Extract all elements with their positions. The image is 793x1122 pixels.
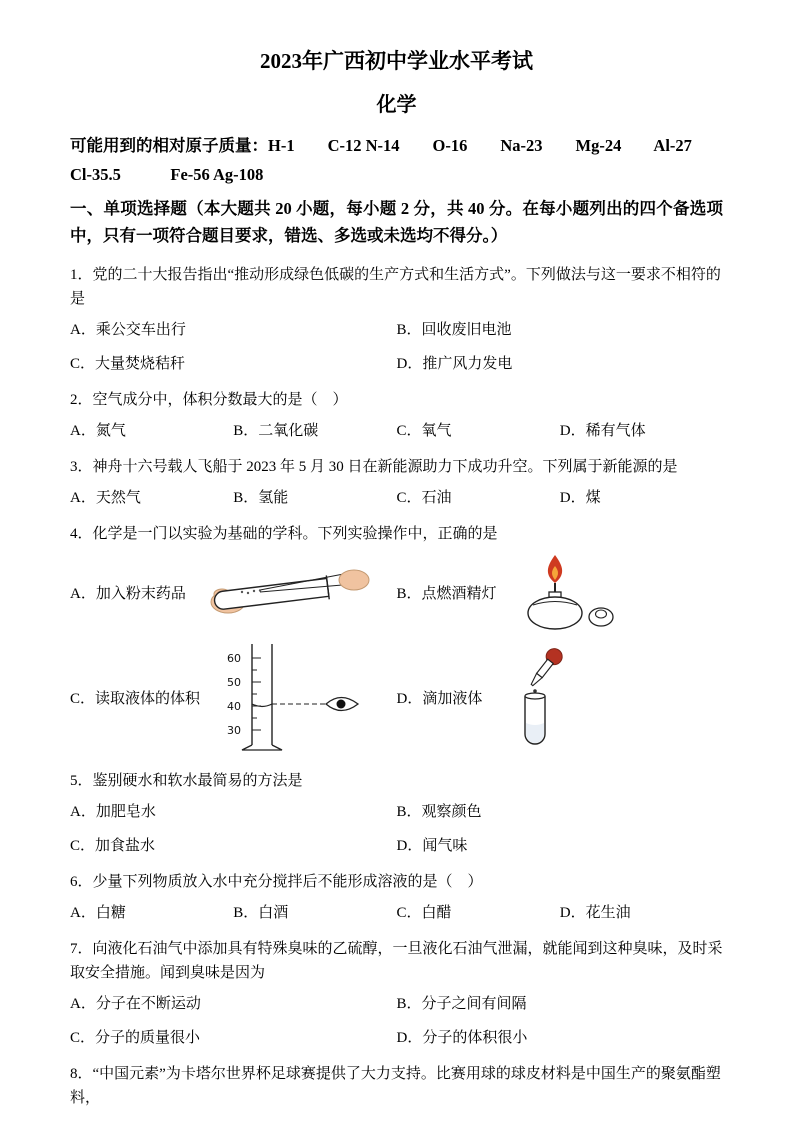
question-6-option-a: A．白糖 [70,904,126,921]
question-2-option-b: B．二氧化碳 [233,422,319,439]
drop-liquid-figure [498,641,574,755]
question-7-option-b: B．分子之间有间隔 [396,995,527,1012]
graduated-cylinder [242,644,282,750]
question-4-option-c: C．读取液体的体积 [70,691,201,708]
question-4 [70,522,723,756]
exam-subject: 化学 [376,94,417,117]
question-6-option-c: C．白醋 [396,904,452,921]
light-alcohol-lamp-figure [513,552,617,634]
add-powder-figure [202,554,372,632]
question-7 [70,937,723,1049]
question-3 [70,455,723,509]
question-1-option-c: C．大量焚烧秸秆 [70,355,186,372]
question-1 [70,263,723,375]
eye-icon [326,697,358,710]
question-5-option-b: B．观察颜色 [396,803,482,820]
question-7-stem: 7．向液化石油气中添加具有特殊臭味的乙硫醇，一旦液化石油气泄漏，就能闻到这种臭味，及时采取安全措施。闻到臭味是因为 [70,940,723,981]
test-tube [213,575,329,613]
dropper [526,645,566,690]
question-7-option-d: D．分子的体积很小 [396,1029,528,1046]
question-6-stem: 6．少量下列物质放入水中充分搅拌后不能形成溶液的是（ ） [70,873,483,890]
question-2-option-c: C．氧气 [396,422,452,439]
question-4-stem: 4．化学是一门以实验为基础的学科。下列实验操作中，正确的是 [70,525,498,542]
atomic-masses-line-2: Cl-35.5 Fe-56 Ag-108 [70,165,264,185]
question-3-option-a: A．天然气 [70,489,141,506]
scale-ticks [252,658,261,730]
question-1-stem: 1．党的二十大报告指出“推动形成绿色低碳的生产方式和生活方式”。下列做法与这一要求不相符的是 [70,266,721,307]
scale-label-50: 50 [227,675,242,689]
question-4-option-d: D．滴加液体 [396,691,483,708]
question-5-option-c: C．加食盐水 [70,837,156,854]
question-1-option-d: D．推广风力发电 [396,355,513,372]
question-3-option-b: B．氢能 [233,489,289,506]
question-2 [70,388,723,442]
section-heading: 一、单项选择题（本大题共 20 小题，每小题 2 分，共 40 分。在每小题列出的四个备选项中，只有一项符合题目要求，错选、多选或未选均不得分。） [70,199,723,246]
question-4-option-b: B．点燃酒精灯 [396,586,497,603]
scale-label-60: 60 [227,651,242,665]
question-3-option-d: D．煤 [559,489,601,506]
lamp-cap [589,608,613,626]
scale-label-30: 30 [227,723,242,737]
question-7-option-a: A．分子在不断运动 [70,995,201,1012]
read-liquid-volume-figure [216,640,374,756]
question-6 [70,870,723,924]
question-5-option-d: D．闻气味 [396,837,468,854]
question-7-option-c: C．分子的质量很小 [70,1029,201,1046]
question-5 [70,769,723,857]
tube-liquid [526,723,544,743]
question-6-option-d: D．花生油 [559,904,631,921]
question-2-option-a: A．氮气 [70,422,126,439]
liquid-drop [534,689,538,693]
question-3-option-c: C．石油 [396,489,452,506]
question-5-stem: 5．鉴别硬水和软水最简易的方法是 [70,772,303,789]
scale-label-40: 40 [227,699,242,713]
question-8-stem: 8．“中国元素”为卡塔尔世界杯足球赛提供了大力支持。比赛用球的球皮材料是中国生产的聚氨酯塑料， [70,1065,721,1106]
question-2-option-d: D．稀有气体 [559,422,646,439]
question-2-stem: 2．空气成分中，体积分数最大的是（ ） [70,391,348,408]
question-4-option-a: A．加入粉末药品 [70,586,186,603]
question-3-stem: 3．神舟十六号载人飞船于 2023 年 5 月 30 日在新能源助力下成功升空。下列属于新能源的是 [70,458,678,475]
question-6-option-b: B．白酒 [233,904,289,921]
question-5-option-a: A．加肥皂水 [70,803,156,820]
hand-right [339,570,369,590]
question-8 [70,1062,723,1110]
atomic-masses-line-1: 可能用到的相对原子质量：H-1 C-12 N-14 O-16 Na-23 Mg-24 Al-27 [70,136,692,156]
question-1-option-b: B．回收废旧电池 [396,321,512,338]
exam-title: 2023年广西初中学业水平考试 [260,49,533,73]
test-tube [525,693,545,744]
question-1-option-a: A．乘公交车出行 [70,321,186,338]
